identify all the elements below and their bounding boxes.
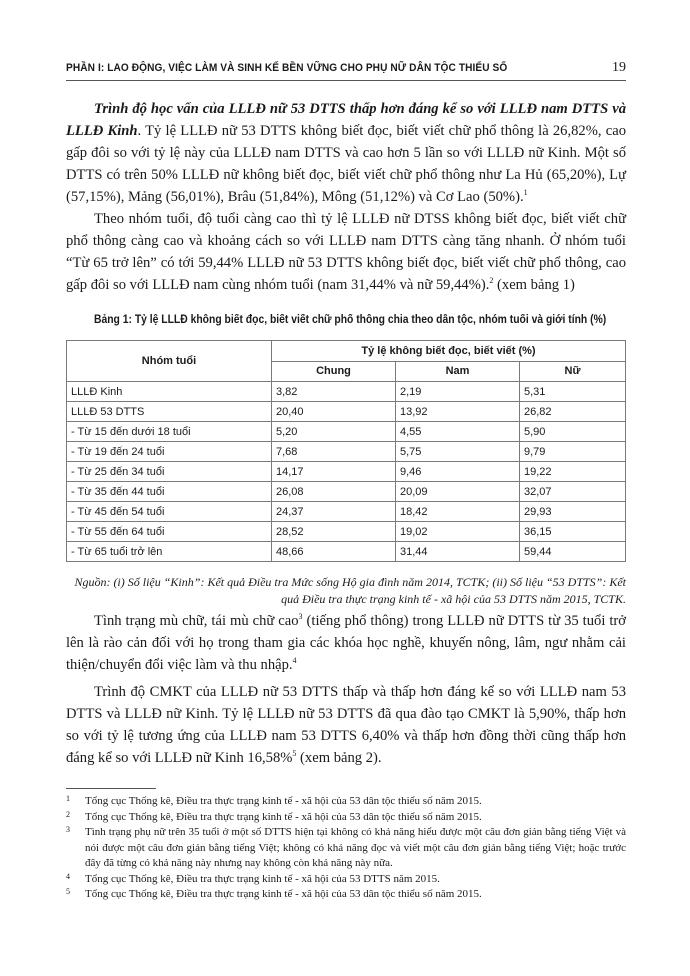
cell-female: 9,79 [520,442,626,462]
cell-female: 36,15 [520,522,626,542]
cell-male: 5,75 [396,442,520,462]
table-row [67,502,626,522]
cell-female: 5,90 [520,422,626,442]
footnote-ref: 4 [292,656,297,666]
row-label: - Từ 45 đến 54 tuổi [67,502,272,522]
cell-total: 14,17 [272,462,396,482]
paragraph-body-cont: (tiếng phổ thông) trong LLLĐ nữ DTTS từ 35 tuổi trở lên là rào cản đối với họ trong tham gia các khóa học nghề, khuyến nông, lâm, ngư nhằm cải thiện/chuyển đổi việc làm và thu nhập. [66,613,626,673]
cell-male: 31,44 [396,542,520,562]
illiteracy-table [66,340,626,562]
cell-total: 26,08 [272,482,396,502]
footnote-ref: 3 [298,612,303,622]
column-header-rate: Tỷ lệ không biết đọc, biết viết (%) [272,341,626,362]
paragraph-age-groups [66,208,626,296]
paragraph-education-level [66,98,626,208]
footnote-item [66,825,626,872]
row-label: - Từ 35 đến 44 tuổi [67,482,272,502]
paragraph-body: Theo nhóm tuổi, độ tuổi càng cao thì tỷ lệ LLLĐ nữ DTSS không biết đọc, biết viết chữ phổ thông càng cao và khoảng cách so với LLLĐ nam DTTS càng tăng nhanh. Ở nhóm tuổi “Từ 65 trở lên” có tới 59,44% LLLĐ nữ 53 DTTS không biết đọc, biết viết chữ phổ thông, cao gấp đôi so với LLLĐ nam cùng nhóm tuổi (nam 31,44% và nữ 59,44%). [66,211,626,293]
table-source: Nguồn: (i) Số liệu “Kinh”: Kết quả Điều tra Mức sống Hộ gia đình năm 2014, TCTK; (ii) Số liệu “53 DTTS”: Kết quả Điều tra thực trạng kinh tế - xã hội của 53 DTTS năm 2015, TCTK. [74,575,626,606]
cell-female: 29,93 [520,502,626,522]
running-header [66,60,626,81]
cell-female: 19,22 [520,462,626,482]
footnote-text: Tổng cục Thống kê, Điều tra thực trạng kinh tế - xã hội của 53 dân tộc thiểu số năm 2015. [85,795,482,807]
table-row [67,402,626,422]
table-row [67,442,626,462]
table-row [67,522,626,542]
cell-female: 5,31 [520,382,626,402]
footnote-ref: 2 [489,276,494,286]
row-label: LLLĐ Kinh [67,382,272,402]
footnote-text: Tổng cục Thống kê, Điều tra thực trạng kinh tế - xã hội của 53 dân tộc thiểu số năm 2015. [85,810,482,823]
cell-total: 3,82 [272,382,396,402]
table-row [67,482,626,502]
table-row [67,542,626,562]
column-header-male: Nam [396,361,520,382]
cell-total: 5,20 [272,422,396,442]
footnote-text: Tình trạng phụ nữ trên 35 tuổi ở một số DTTS hiện tại không có khả năng hiểu được một câu đơn giản bằng tiếng Việt và nói được một câu đơn giản bằng tiếng Việt; không có khả năng đọc và viết một câu đơn giản bằng tiếng Việt; hoặc trước đây đã từng có khả năng này nhưng nay không còn khả năng này nữa. [85,826,626,869]
header-title: PHẦN I: LAO ĐỘNG, VIỆC LÀM VÀ SINH KẾ BỀN VỮNG CHO PHỤ NỮ DÂN TỘC THIỂU SỐ [66,62,508,74]
cell-total: 48,66 [272,542,396,562]
paragraph-body: Trình độ CMKT của LLLĐ nữ 53 DTTS thấp và thấp hơn đáng kể so với LLLĐ nam 53 DTTS và LLLĐ nữ Kinh. Tỷ lệ LLLĐ nữ 53 DTTS đã qua đào tạo CMKT là 5,90%, thấp hơn so với tỷ lệ tương ứng của LLLĐ nam 53 DTTS 6,40% và thấp hơn đồng thời cũng thấp hơn đáng kể so với LLLĐ nữ Kinh 16,58% [66,684,626,766]
cell-total: 7,68 [272,442,396,462]
paragraph-lead: Trình độ học vấn của LLLĐ nữ 53 DTTS thấp hơn đáng kể so với LLLĐ nam DTTS và LLLĐ Kinh [66,101,626,139]
cell-male: 9,46 [396,462,520,482]
footnote-number: 4 [66,871,70,881]
footnote-number: 3 [66,825,70,834]
row-label: - Từ 55 đến 64 tuổi [67,522,272,542]
cell-female: 59,44 [520,542,626,562]
column-header-total: Chung [272,361,396,382]
table-row [67,382,626,402]
row-label: - Từ 15 đến dưới 18 tuổi [67,422,272,442]
cell-male: 20,09 [396,482,520,502]
footnote-number: 1 [66,794,70,803]
footnote-separator [66,788,156,789]
footnote-item [66,810,626,826]
table-row [67,462,626,482]
paragraph-body: . Tỷ lệ LLLĐ nữ 53 DTTS không biết đọc, biết viết chữ phổ thông là 26,82%, cao gấp đôi so với tỷ lệ này của LLLĐ nam DTTS và cao hơn 5 lần so với LLLĐ nữ Kinh. Một số DTTS có trên 50% LLLĐ nữ không biết đọc, biết viết chữ phổ thông như La Hủ (65,20%), Lự (57,15%), Mảng (56,01%), Brâu (51,84%), Mông (51,12%) và Cơ Lao (50%). [66,123,626,205]
page-number: 19 [612,60,626,75]
row-label: - Từ 25 đến 34 tuổi [67,462,272,482]
column-header-age-group: Nhóm tuổi [67,341,272,382]
cell-total: 24,37 [272,502,396,522]
cell-male: 13,92 [396,402,520,422]
cell-male: 2,19 [396,382,520,402]
footnote-ref: 5 [292,749,297,759]
footnote-item [66,794,626,810]
footnote-text: Tổng cục Thống kê, Điều tra thực trạng kinh tế - xã hội của 53 DTTS năm 2015. [85,872,440,885]
cell-female: 32,07 [520,482,626,502]
table-caption: Bảng 1: Tỷ lệ LLLĐ không biết đọc, biết viết chữ phổ thông chia theo dân tộc, nhóm tuổi và giới tính (%) [94,314,607,326]
row-label: - Từ 19 đến 24 tuổi [67,442,272,462]
paragraph-illiteracy-barrier [66,610,626,676]
row-label: LLLĐ 53 DTTS [67,402,272,422]
row-label: - Từ 65 tuổi trở lên [67,542,272,562]
cell-female: 26,82 [520,402,626,422]
footnote-text: Tổng cục Thống kê, Điều tra thực trạng kinh tế - xã hội của 53 dân tộc thiểu số năm 2015. [85,888,482,900]
footnote-ref: 1 [523,188,528,198]
column-header-female: Nữ [520,361,626,382]
cell-male: 18,42 [396,502,520,522]
footnotes [66,794,626,903]
footnote-number: 5 [66,887,70,896]
cell-male: 19,02 [396,522,520,542]
cell-total: 28,52 [272,522,396,542]
paragraph-body: Tình trạng mù chữ, tái mù chữ cao [94,613,299,629]
footnote-item [66,872,626,888]
footnote-item [66,887,626,903]
paragraph-tail: (xem bảng 2). [296,750,382,766]
footnote-number: 2 [66,809,70,819]
cell-total: 20,40 [272,402,396,422]
table-row [67,422,626,442]
paragraph-tail: (xem bảng 1) [493,277,575,293]
cell-male: 4,55 [396,422,520,442]
paragraph-technical-training [66,681,626,769]
